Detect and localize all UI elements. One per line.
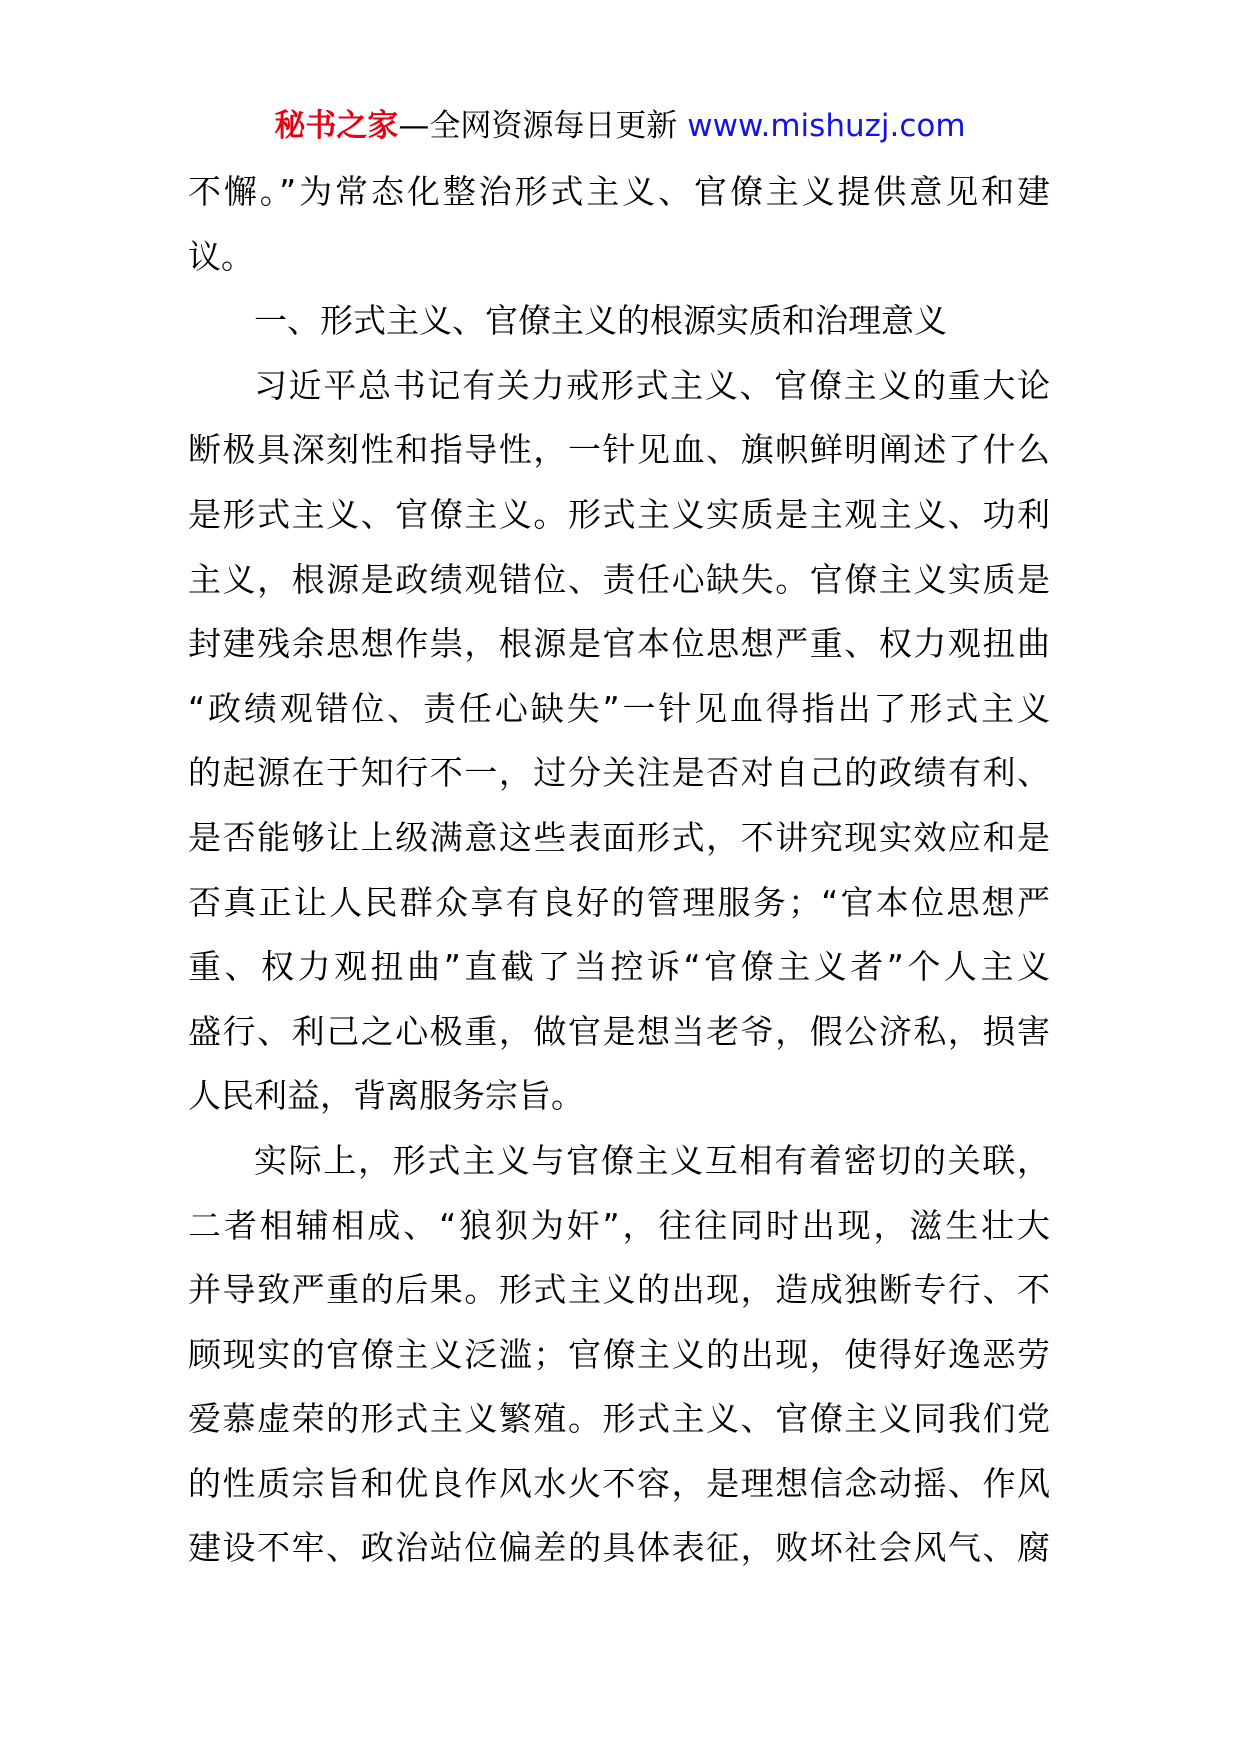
text-line: 实际上，形式主义与官僚主义互相有着密切的关联， — [254, 1140, 1050, 1180]
text-line: 建设不牢、政治站位偏差的具体表征，败坏社会风气、腐 — [188, 1528, 1050, 1568]
text-line: 封建残余思想作祟，根源是官本位思想严重、权力观扭曲 — [188, 624, 1050, 664]
text-line: 并导致严重的后果。形式主义的出现，造成独断专行、不 — [188, 1270, 1050, 1310]
section-heading: 一、形式主义、官僚主义的根源实质和治理意义 — [254, 301, 947, 341]
document-body — [188, 160, 1050, 1581]
site-url-link[interactable]: www.mishuzj.com — [687, 108, 966, 144]
text-line: 的性质宗旨和优良作风水火不容，是理想信念动摇、作风 — [188, 1463, 1050, 1503]
continuation-paragraph — [188, 160, 1050, 289]
text-line: 否真正让人民群众享有良好的管理服务；“官本位思想严 — [188, 882, 1050, 922]
text-line: 爱慕虚荣的形式主义繁殖。形式主义、官僚主义同我们党 — [188, 1399, 1050, 1439]
site-brand: 秘书之家 — [274, 108, 399, 144]
text-line: 不懈。”为常态化整治形式主义、官僚主义提供意见和建 — [188, 172, 1050, 211]
text-line: 是否能够让上级满意这些表面形式，不讲究现实效应和是 — [188, 817, 1050, 857]
text-line: 人民利益，背离服务宗旨。 — [188, 1076, 584, 1116]
paragraph-1 — [188, 354, 1050, 1129]
text-line: 主义，根源是政绩观错位、责任心缺失。官僚主义实质是 — [188, 559, 1050, 599]
text-line: 是形式主义、官僚主义。形式主义实质是主观主义、功利 — [188, 494, 1050, 534]
site-header — [0, 98, 1240, 154]
paragraph-2 — [188, 1129, 1050, 1581]
text-line: “政绩观错位、责任心缺失”一针见血得指出了形式主义 — [188, 688, 1050, 728]
text-line: 二者相辅相成、“狼狈为奸”，往往同时出现，滋生壮大 — [188, 1205, 1050, 1245]
text-line: 议。 — [188, 236, 254, 276]
site-slogan: —全网资源每日更新 — [398, 108, 688, 144]
text-line: 断极具深刻性和指导性，一针见血、旗帜鲜明阐述了什么 — [188, 430, 1050, 470]
text-line: 习近平总书记有关力戒形式主义、官僚主义的重大论 — [254, 365, 1050, 405]
text-line: 的起源在于知行不一，过分关注是否对自己的政绩有利、 — [188, 753, 1050, 793]
text-line: 盛行、利己之心极重，做官是想当老爷，假公济私，损害 — [188, 1011, 1050, 1051]
text-line: 顾现实的官僚主义泛滥；官僚主义的出现，使得好逸恶劳 — [188, 1334, 1050, 1374]
section-heading-paragraph — [188, 289, 1050, 354]
text-line: 重、权力观扭曲”直截了当控诉“官僚主义者”个人主义 — [188, 947, 1050, 987]
